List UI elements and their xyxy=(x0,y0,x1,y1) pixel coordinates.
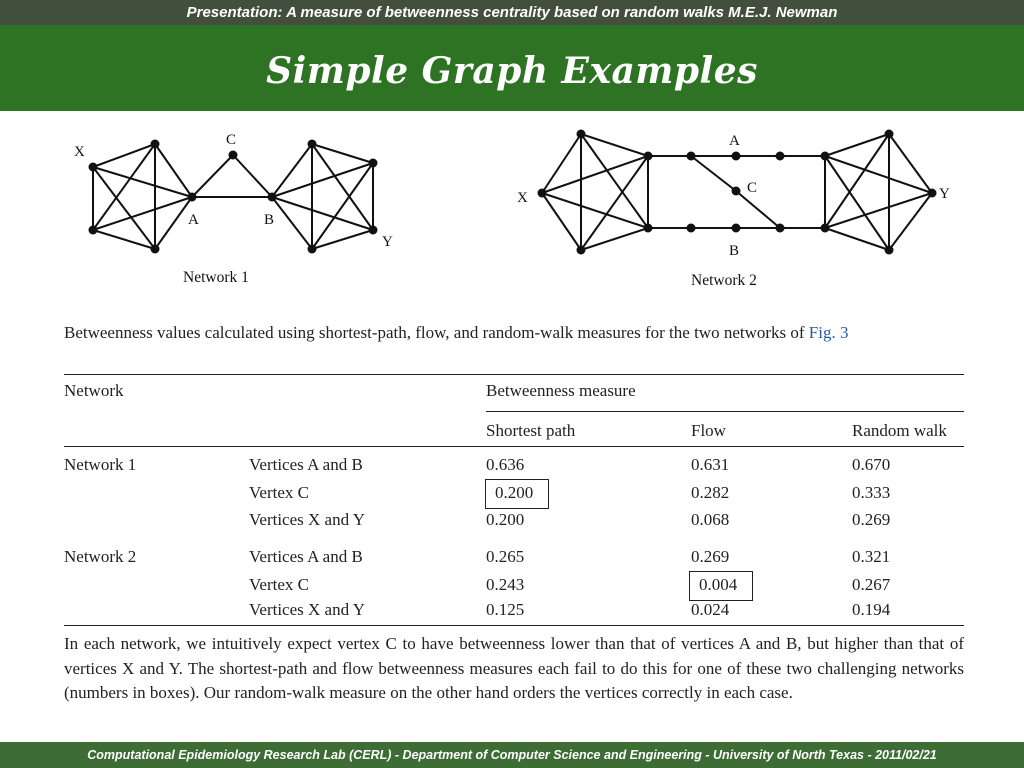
table-caption xyxy=(64,321,964,345)
vertex xyxy=(151,245,160,254)
figure-reference-link[interactable]: Fig. 3 xyxy=(808,323,849,342)
header-bottom-rule xyxy=(64,446,964,447)
presentation-title: Presentation: A measure of betweenness centrality based on random walks M.E.J. Newman xyxy=(186,4,838,21)
header-mid-rule xyxy=(486,411,964,412)
vertex xyxy=(885,246,894,255)
label-y: Y xyxy=(382,234,393,250)
vertex-a xyxy=(188,193,197,202)
cell-random: 0.670 xyxy=(852,455,891,474)
presentation-header xyxy=(0,0,1024,25)
vertex xyxy=(308,140,317,149)
label-b: B xyxy=(729,243,740,259)
vertex-c xyxy=(229,151,238,160)
cell-flow: 0.068 xyxy=(691,510,730,529)
vertex xyxy=(821,224,830,233)
label-a: A xyxy=(729,133,740,149)
network-1-edges xyxy=(93,144,373,249)
slide-title-bar xyxy=(0,25,1024,111)
network-1-figure xyxy=(60,125,400,295)
footer-text: Computational Epidemiology Research Lab (CERL) - Department of Computer Science and Engineering - University of North Texas - 2011/02/21 xyxy=(87,748,937,762)
cell-flow: 0.631 xyxy=(691,455,730,474)
cell-random: 0.194 xyxy=(852,600,891,619)
cell-shortest: 0.243 xyxy=(486,575,525,594)
label-y: Y xyxy=(939,186,950,202)
cell-shortest-boxed: 0.200 xyxy=(495,483,534,502)
vertex xyxy=(577,130,586,139)
header-measure: Betweenness measure xyxy=(486,381,636,400)
vertex xyxy=(151,140,160,149)
vertex xyxy=(776,224,785,233)
label-b: B xyxy=(264,212,275,228)
header-shortest-path: Shortest path xyxy=(486,421,576,440)
cell-flow: 0.024 xyxy=(691,600,730,619)
vertex xyxy=(308,245,317,254)
group-network-1: Network 1 xyxy=(64,455,137,474)
vertex-y xyxy=(928,189,937,198)
cell-flow-boxed: 0.004 xyxy=(699,575,738,594)
label-x: X xyxy=(517,190,528,206)
network-2-figure xyxy=(505,122,965,294)
cell-shortest: 0.125 xyxy=(486,600,525,619)
label-x: X xyxy=(74,144,85,160)
vertex xyxy=(687,224,696,233)
label-c: C xyxy=(747,180,758,196)
vertex-x xyxy=(538,189,547,198)
table-top-rule xyxy=(64,374,964,375)
row-vertex: Vertices A and B xyxy=(249,455,363,474)
explanation-paragraph: In each network, we intuitively expect vertex C to have betweenness lower than that of vertices A and B, but higher than that of vertices X and Y. The shortest-path and flow betweenness measures each fail to do this for one of these two challenging networks (numbers in boxes). Our random-walk measure on the other hand orders the vertices correctly in each case. xyxy=(64,634,964,702)
vertex xyxy=(89,226,98,235)
row-vertex: Vertices X and Y xyxy=(249,600,365,619)
header-random-walk: Random walk xyxy=(852,421,947,440)
network-1-caption: Network 1 xyxy=(183,269,249,286)
vertex xyxy=(885,130,894,139)
vertex-b xyxy=(732,224,741,233)
cell-flow: 0.269 xyxy=(691,547,730,566)
vertex xyxy=(687,152,696,161)
table-bottom-rule xyxy=(64,625,964,626)
vertex-c xyxy=(732,187,741,196)
vertex-b xyxy=(268,193,277,202)
cell-random: 0.321 xyxy=(852,547,891,566)
slide-title: Simple Graph Examples xyxy=(266,50,758,92)
vertex-a xyxy=(732,152,741,161)
cell-random: 0.333 xyxy=(852,483,891,502)
label-a: A xyxy=(188,212,199,228)
row-vertex: Vertices A and B xyxy=(249,547,363,566)
cell-random: 0.267 xyxy=(852,575,891,594)
vertex-y xyxy=(369,226,378,235)
vertex xyxy=(776,152,785,161)
footer-bar xyxy=(0,742,1024,768)
row-vertex: Vertices X and Y xyxy=(249,510,365,529)
header-network: Network xyxy=(64,381,124,400)
table-caption-text: Betweenness values calculated using shortest-path, flow, and random-walk measures for the two networks of xyxy=(64,323,805,342)
row-vertex: Vertex C xyxy=(249,483,309,502)
label-c: C xyxy=(226,132,237,148)
cell-flow: 0.282 xyxy=(691,483,730,502)
row-vertex: Vertex C xyxy=(249,575,309,594)
network-2-caption: Network 2 xyxy=(691,272,757,289)
vertex-x xyxy=(89,163,98,172)
cell-random: 0.269 xyxy=(852,510,891,529)
vertex xyxy=(644,152,653,161)
vertex xyxy=(369,159,378,168)
cell-shortest: 0.200 xyxy=(486,510,525,529)
group-network-2: Network 2 xyxy=(64,547,137,566)
header-flow: Flow xyxy=(691,421,726,440)
vertex xyxy=(577,246,586,255)
vertex xyxy=(821,152,830,161)
cell-shortest: 0.265 xyxy=(486,547,525,566)
vertex xyxy=(644,224,653,233)
cell-shortest: 0.636 xyxy=(486,455,525,474)
